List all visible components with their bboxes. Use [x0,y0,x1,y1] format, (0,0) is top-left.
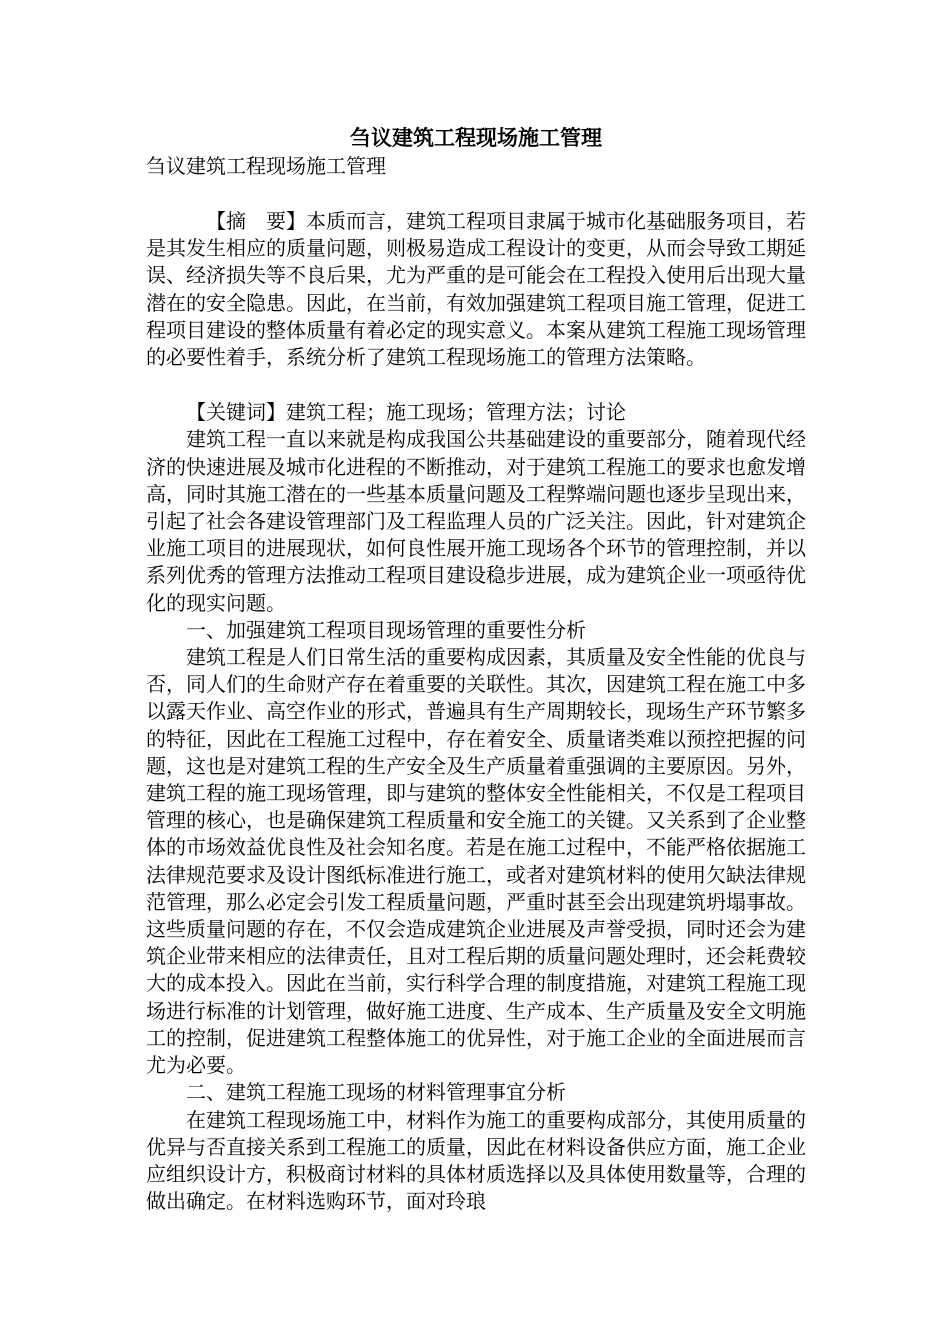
document-page [146,123,806,1215]
section-1-paragraph: 建筑工程是人们日常生活的重要构成因素，其质量及安全性能的优良与否，同人们的生命财产存在着重要的关联性。其次，因建筑工程在施工中多以露天作业、高空作业的形式，普遍具有生产周期较长，现场生产环节繁多的特征，因此在工程施工过程中，存在着安全、质量诸类难以预控把握的问题，这也是对建筑工程的生产安全及生产质量着重强调的主要原因。另外，建筑工程的施工现场管理，即与建筑的整体安全性能相关，不仅是工程项目管理的核心，也是确保建筑工程质量和安全施工的关键。又关系到了企业整体的市场效益优良性及社会知名度。若是在施工过程中，不能严格依据施工法律规范要求及设计图纸标准进行施工，或者对建筑材料的使用欠缺法律规范管理，那么必定会引发工程质量问题，严重时甚至会出现建筑坍塌事故。这些质量问题的存在，不仅会造成建筑企业进展及声誉受损，同时还会为建筑企业带来相应的法律责任，且对工程后期的质量问题处理时，还会耗费较大的成本投入。因此在当前，实行科学合理的制度措施，对建筑工程施工现场进行标准的计划管理，做好施工进度、生产成本、生产质量及安全文明施工的控制，促进建筑工程整体施工的优异性，对于施工企业的全面进展而言尤为必要。 [146,645,806,1078]
abstract-paragraph: 【摘 要】本质而言，建筑工程项目隶属于城市化基础服务项目，若是其发生相应的质量问题，则极易造成工程设计的变更，从而会导致工期延误、经济损失等不良后果，尤为严重的是可能会在工程投入使用后出现大量潜在的安全隐患。因此，在当前，有效加强建筑工程项目施工管理，促进工程项目建设的整体质量有着必定的现实意义。本案从建筑工程施工现场管理的必要性着手，系统分析了建筑工程现场施工的管理方法策略。 [146,209,806,370]
intro-paragraph: 建筑工程一直以来就是构成我国公共基础建设的重要部分，随着现代经济的快速进展及城市化进程的不断推动，对于建筑工程施工的要求也愈发增高，同时其施工潜在的一些基本质量问题及工程弊端问题也逐步呈现出来，引起了社会各建设管理部门及工程监理人员的广泛关注。因此，针对建筑企业施工项目的进展现状，如何良性展开施工现场各个环节的管理控制，并以系列优秀的管理方法推动工程项目建设稳步进展，成为建筑企业一项亟待优化的现实问题。 [146,427,806,615]
blank-line [146,180,806,208]
section-2-paragraph: 在建筑工程现场施工中，材料作为施工的重要构成部分，其使用质量的优异与否直接关系到工程施工的质量，因此在材料设备供应方面，施工企业应组织设计方，积极商讨材料的具体材质选择以及具体使用数量等，合理的做出确定。在材料选购环节，面对玲琅 [146,1107,806,1214]
document-subtitle: 刍议建筑工程现场施工管理 [146,154,386,178]
section-1-heading: 一、加强建筑工程项目现场管理的重要性分析 [186,617,586,642]
document-title: 刍议建筑工程现场施工管理 [350,125,602,150]
blank-line [146,371,806,399]
keywords-line: 【关键词】建筑工程；施工现场；管理方法；讨论 [186,400,626,425]
section-2-heading: 二、建筑工程施工现场的材料管理事宜分析 [186,1080,566,1105]
